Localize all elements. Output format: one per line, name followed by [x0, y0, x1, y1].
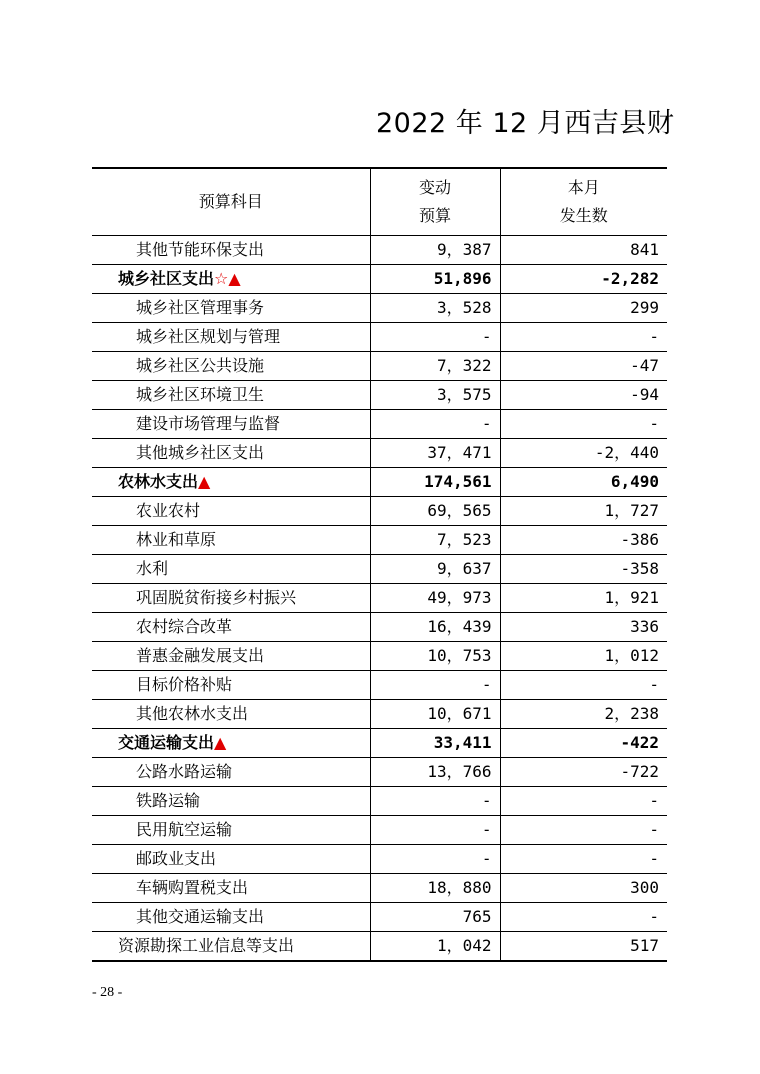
row-subject-text: 城乡社区支出 [118, 269, 215, 288]
row-budget: 18，880 [370, 874, 500, 903]
row-subject-text: 城乡社区管理事务 [136, 298, 265, 317]
header-month-line1: 本月 [567, 178, 600, 197]
table-row [92, 555, 667, 584]
row-subject-text: 铁路运输 [136, 791, 201, 810]
row-subject-text: 其他农林水支出 [136, 704, 249, 723]
row-budget: - [370, 323, 500, 352]
table-row [92, 932, 667, 962]
row-subject [92, 758, 370, 787]
row-budget: - [370, 816, 500, 845]
row-subject [92, 700, 370, 729]
row-marks-icon: ▲ [198, 472, 211, 491]
row-month: - [500, 903, 667, 932]
row-budget: 10，671 [370, 700, 500, 729]
table-body [92, 236, 667, 962]
row-subject [92, 816, 370, 845]
row-budget: 69，565 [370, 497, 500, 526]
row-marks-icon: ▲ [214, 733, 227, 752]
row-subject [92, 787, 370, 816]
row-month: 1，727 [500, 497, 667, 526]
row-subject-text: 水利 [136, 559, 169, 578]
table-row [92, 236, 667, 265]
row-subject-text: 目标价格补贴 [136, 675, 233, 694]
table-row [92, 265, 667, 294]
row-month: -358 [500, 555, 667, 584]
header-budget-line1: 变动 [418, 178, 451, 197]
row-month: -94 [500, 381, 667, 410]
row-month: 6,490 [500, 468, 667, 497]
row-subject [92, 729, 370, 758]
row-month: 1，921 [500, 584, 667, 613]
row-month: 1，012 [500, 642, 667, 671]
row-budget: 13，766 [370, 758, 500, 787]
header-subject: 预算科目 [92, 168, 370, 236]
row-subject-text: 普惠金融发展支出 [136, 646, 265, 665]
row-month: - [500, 816, 667, 845]
row-budget: 37，471 [370, 439, 500, 468]
row-month: 300 [500, 874, 667, 903]
table-row [92, 526, 667, 555]
table-row [92, 294, 667, 323]
row-budget: 9，637 [370, 555, 500, 584]
row-subject [92, 265, 370, 294]
row-subject-text: 城乡社区规划与管理 [136, 327, 281, 346]
row-budget: 174,561 [370, 468, 500, 497]
row-budget: - [370, 845, 500, 874]
row-subject-text: 城乡社区环境卫生 [136, 385, 265, 404]
row-budget: 7，322 [370, 352, 500, 381]
table-row [92, 323, 667, 352]
row-budget: 49，973 [370, 584, 500, 613]
row-subject [92, 497, 370, 526]
header-month [500, 168, 667, 236]
table-row [92, 903, 667, 932]
row-subject [92, 526, 370, 555]
table-row [92, 816, 667, 845]
row-subject [92, 584, 370, 613]
row-subject [92, 236, 370, 265]
table-row [92, 729, 667, 758]
row-month: 299 [500, 294, 667, 323]
row-subject-text: 城乡社区公共设施 [136, 356, 265, 375]
row-subject [92, 468, 370, 497]
row-subject [92, 294, 370, 323]
row-month: 336 [500, 613, 667, 642]
row-subject [92, 903, 370, 932]
header-budget [370, 168, 500, 236]
page-title: 2022 年 12 月西吉县财 [376, 108, 675, 139]
row-subject [92, 613, 370, 642]
row-month: - [500, 410, 667, 439]
row-subject-text: 巩固脱贫衔接乡村振兴 [136, 588, 297, 607]
row-budget: 3，528 [370, 294, 500, 323]
table-row [92, 381, 667, 410]
table-row [92, 497, 667, 526]
table-header-row [92, 168, 667, 236]
row-budget: - [370, 410, 500, 439]
row-month: 841 [500, 236, 667, 265]
row-budget: 7，523 [370, 526, 500, 555]
row-subject-text: 民用航空运输 [136, 820, 233, 839]
row-month: - [500, 323, 667, 352]
row-subject-text: 邮政业支出 [136, 849, 217, 868]
table-row [92, 671, 667, 700]
row-budget: 765 [370, 903, 500, 932]
row-month: -47 [500, 352, 667, 381]
row-budget: - [370, 787, 500, 816]
row-subject-text: 资源勘探工业信息等支出 [118, 936, 295, 955]
budget-table [92, 167, 667, 962]
row-subject-text: 林业和草原 [136, 530, 217, 549]
row-month: -2,282 [500, 265, 667, 294]
row-month: - [500, 845, 667, 874]
row-subject [92, 845, 370, 874]
row-month: -386 [500, 526, 667, 555]
table-row [92, 700, 667, 729]
table-row [92, 845, 667, 874]
table-row [92, 468, 667, 497]
row-budget: 3，575 [370, 381, 500, 410]
row-subject [92, 642, 370, 671]
row-subject-text: 其他交通运输支出 [136, 907, 265, 926]
row-subject [92, 381, 370, 410]
row-month: -422 [500, 729, 667, 758]
row-subject-text: 车辆购置税支出 [136, 878, 249, 897]
row-subject-text: 农业农村 [136, 501, 201, 520]
row-subject-text: 农林水支出 [118, 472, 199, 491]
row-month: -2，440 [500, 439, 667, 468]
table-row [92, 758, 667, 787]
row-month: - [500, 671, 667, 700]
row-budget: 33,411 [370, 729, 500, 758]
table-row [92, 874, 667, 903]
table-row [92, 787, 667, 816]
row-subject-text: 其他节能环保支出 [136, 240, 265, 259]
row-subject [92, 323, 370, 352]
table-row [92, 584, 667, 613]
row-month: - [500, 787, 667, 816]
row-subject [92, 352, 370, 381]
row-subject [92, 439, 370, 468]
row-subject-text: 建设市场管理与监督 [136, 414, 281, 433]
row-subject [92, 555, 370, 584]
table-row [92, 352, 667, 381]
row-budget: 9，387 [370, 236, 500, 265]
row-subject [92, 874, 370, 903]
table-row [92, 613, 667, 642]
row-subject-text: 公路水路运输 [136, 762, 233, 781]
row-subject [92, 671, 370, 700]
row-budget: 1，042 [370, 932, 500, 962]
row-subject [92, 410, 370, 439]
table-row [92, 410, 667, 439]
row-subject-text: 交通运输支出 [118, 733, 215, 752]
row-budget: 10，753 [370, 642, 500, 671]
row-budget: - [370, 671, 500, 700]
page-number: - 28 - [92, 985, 123, 1000]
row-subject-text: 农村综合改革 [136, 617, 233, 636]
table-row [92, 642, 667, 671]
row-budget: 16，439 [370, 613, 500, 642]
row-subject-text: 其他城乡社区支出 [136, 443, 265, 462]
header-budget-line2: 预算 [418, 206, 451, 225]
row-budget: 51,896 [370, 265, 500, 294]
row-month: 2，238 [500, 700, 667, 729]
table-row [92, 439, 667, 468]
row-marks-icon: ☆▲ [214, 269, 241, 288]
row-month: -722 [500, 758, 667, 787]
header-month-line2: 发生数 [559, 206, 608, 225]
row-subject [92, 932, 370, 962]
row-month: 517 [500, 932, 667, 962]
